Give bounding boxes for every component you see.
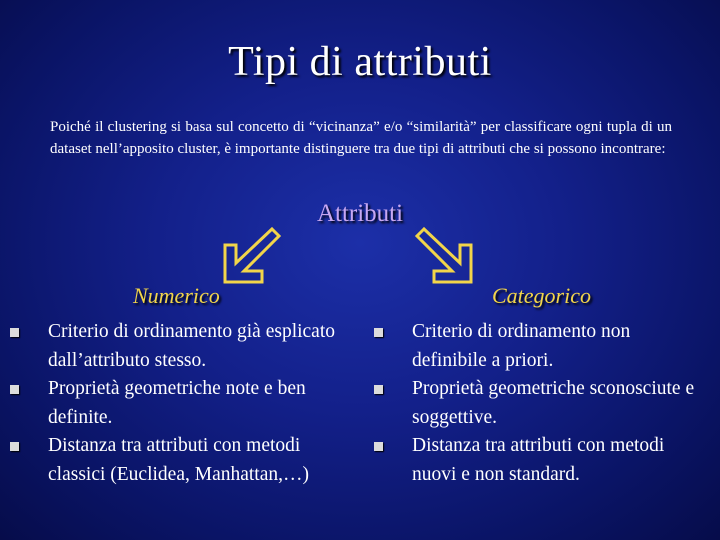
bullet-square-icon — [10, 385, 19, 394]
list-item — [48, 432, 338, 489]
list-item-text: Criterio di ordinamento già esplicato dall’attributo stesso. — [48, 321, 336, 371]
list-item-text: Distanza tra attributi con metodi classici (Euclidea, Manhattan,…) — [48, 435, 309, 485]
slide-title: Tipi di attributi — [228, 39, 492, 85]
list-item — [412, 318, 704, 375]
bullet-square-icon — [374, 442, 383, 451]
numerico-heading: Numerico — [133, 283, 220, 308]
bullet-square-icon — [10, 328, 19, 337]
list-item — [48, 318, 338, 375]
categorico-list — [412, 318, 704, 489]
bullet-square-icon — [374, 385, 383, 394]
bullet-square-icon — [374, 328, 383, 337]
bullet-square-icon — [10, 442, 19, 451]
list-item-text: Criterio di ordinamento non definibile a priori. — [412, 321, 631, 371]
list-item-text: Proprietà geometriche note e ben definite. — [48, 378, 306, 428]
list-item — [48, 375, 338, 432]
list-item — [412, 432, 704, 489]
numerico-list — [48, 318, 338, 489]
categorico-heading: Categorico — [492, 283, 591, 308]
list-item — [412, 375, 704, 432]
list-item-text: Distanza tra attributi con metodi nuovi e non standard. — [412, 435, 665, 485]
arrow-down-left-icon — [218, 226, 282, 290]
list-item-text: Proprietà geometriche sconosciute e soggettive. — [412, 378, 695, 428]
center-label: Attributi — [316, 200, 404, 227]
arrow-down-right-icon — [414, 226, 478, 290]
intro-paragraph: Poiché il clustering si basa sul concetto di “vicinanza” e/o “similarità” per classificare ogni tupla di un dataset nell’apposito cluster, è importante distinguere tra due tipi di attributi che si possono incontrare: — [50, 119, 672, 157]
